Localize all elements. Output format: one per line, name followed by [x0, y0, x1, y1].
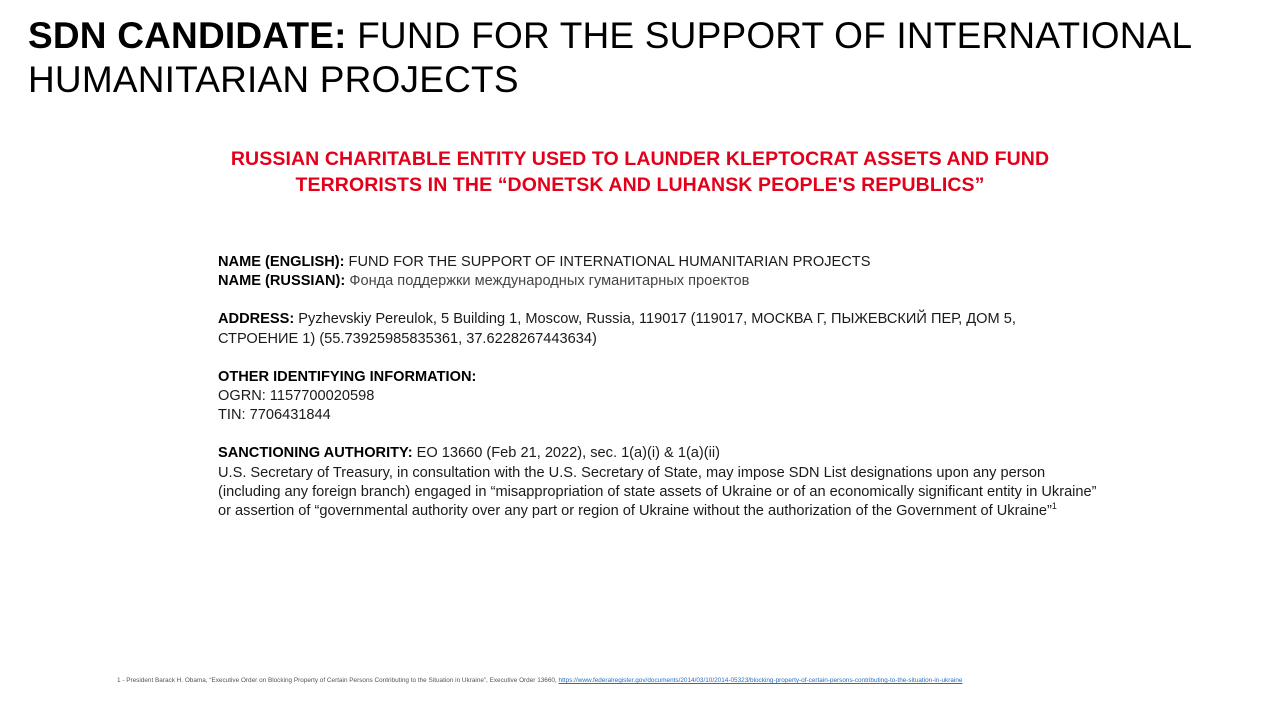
address-value: Pyzhevskiy Pereulok, 5 Building 1, Moscow, Russia, 119017 (119017, МОСКВА Г, ПЫЖЕВСКИЙ ПЕР, ДОМ 5, СТРОЕНИЕ 1) (55.73925985835361, 37.6228267443634) — [218, 311, 1016, 347]
address-label: ADDRESS: — [218, 311, 295, 328]
title-entity-name: FUND FOR THE SUPPORT OF INTERNATIONAL HUMANITARIAN PROJECTS — [28, 15, 1191, 100]
footnote — [117, 677, 1157, 686]
spacer — [218, 291, 1098, 310]
page-title — [28, 14, 1248, 102]
entity-details — [218, 253, 1098, 521]
authority-description — [218, 464, 1098, 522]
name-russian-row — [218, 272, 1098, 291]
name-russian-value: Фонда поддержки международных гуманитарных проектов — [345, 273, 750, 290]
address-row — [218, 310, 1098, 348]
title-prefix: SDN CANDIDATE: — [28, 15, 347, 56]
spacer — [218, 425, 1098, 444]
name-russian-label: NAME (RUSSIAN): — [218, 273, 346, 290]
footnote-reference[interactable]: 1 — [1051, 501, 1057, 512]
authority-value: EO 13660 (Feb 21, 2022), sec. 1(a)(i) & 1(a)(ii) — [412, 445, 720, 462]
ogrn-value: OGRN: 1157700020598 — [218, 388, 375, 405]
subtitle — [140, 146, 1140, 198]
subtitle-line-1: RUSSIAN CHARITABLE ENTITY USED TO LAUNDER KLEPTOCRAT ASSETS AND FUND — [230, 148, 1050, 170]
name-english-value: FUND FOR THE SUPPORT OF INTERNATIONAL HUMANITARIAN PROJECTS — [344, 254, 871, 270]
spacer — [218, 349, 1098, 368]
other-info-label: OTHER IDENTIFYING INFORMATION: — [218, 368, 477, 385]
authority-label: SANCTIONING AUTHORITY: — [218, 445, 413, 462]
name-english-label: NAME (ENGLISH): — [218, 254, 345, 270]
footnote-text: 1 - President Barack H. Obama, “Executive Order on Blocking Property of Certain Persons Contributing to the Situation in Ukraine”, Executive Order 13660, — [117, 677, 559, 684]
name-english-row — [218, 253, 1098, 272]
subtitle-line-2: TERRORISTS IN THE “DONETSK AND LUHANSK PEOPLE'S REPUBLICS” — [295, 174, 985, 196]
authority-text: U.S. Secretary of Treasury, in consultation with the U.S. Secretary of State, may impose SDN List designations upon any person (including any foreign branch) engaged in “misappropriation of state assets of Ukraine or of an economically significant entity in Ukraine” or assertion of “governmental authority over any part or region of Ukraine without the authorization of the Government of Ukraine” — [218, 464, 1097, 520]
authority-row — [218, 444, 1098, 463]
footnote-link[interactable]: https://www.federalregister.gov/documents/2014/03/10/2014-05323/blocking-property-of-certain-persons-contributing-to-the-situation-in-ukraine — [558, 677, 963, 684]
tin-value: TIN: 7706431844 — [218, 407, 331, 424]
